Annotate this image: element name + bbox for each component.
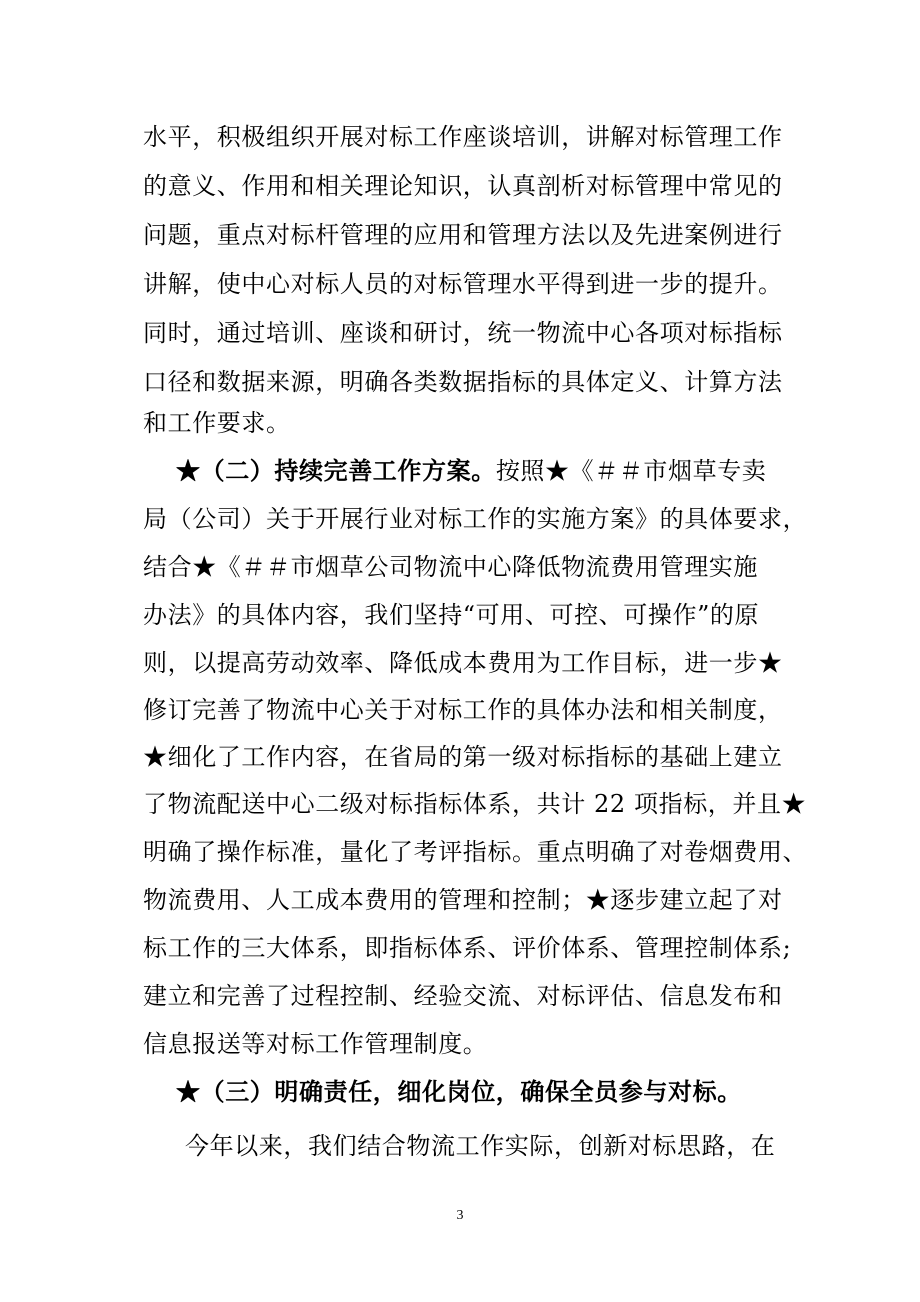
text-line: 建立和完善了过程控制、经验交流、对标评估、信息发布和 bbox=[143, 982, 783, 1010]
text-line: 的意义、作用和相关理论知识，认真剖析对标管理中常见的 bbox=[143, 172, 783, 200]
text-line: 水平，积极组织开展对标工作座谈培训，讲解对标管理工作 bbox=[143, 123, 783, 151]
text-line: 信息报送等对标工作管理制度。 bbox=[143, 1030, 488, 1058]
text-line: 标工作的三大体系，即指标体系、评价体系、管理控制体系; bbox=[143, 934, 792, 962]
page-number: 3 bbox=[456, 1208, 464, 1223]
text-line: 和工作要求。 bbox=[143, 409, 291, 437]
text-line: 修订完善了物流中心关于对标工作的具体办法和相关制度， bbox=[143, 696, 783, 724]
text-run: 按照★《＃＃市烟草专卖 bbox=[495, 457, 767, 485]
text-line: 办法》的具体内容，我们坚持“可用、可控、可操作”的原 bbox=[143, 601, 760, 629]
text-line: 今年以来，我们结合物流工作实际，创新对标思路，在 bbox=[185, 1132, 776, 1160]
section-heading: ★（二）持续完善工作方案。 bbox=[176, 456, 496, 485]
text-line: 问题，重点对标杆管理的应用和管理方法以及先进案例进行 bbox=[143, 221, 783, 249]
text-line: 了物流配送中心二级对标指标体系，共计 22 项指标，并且★ bbox=[143, 790, 807, 818]
text-line: 明确了操作标准，量化了考评指标。重点明确了对卷烟费用、 bbox=[143, 838, 808, 866]
text-line: 口径和数据来源，明确各类数据指标的具体定义、计算方法 bbox=[143, 368, 783, 396]
text-line: 物流费用、人工成本费用的管理和控制；★逐步建立起了对 bbox=[143, 886, 783, 914]
section-heading: ★（三）明确责任，细化岗位，确保全员参与对标。 bbox=[176, 1077, 742, 1106]
text-line: 则，以提高劳动效率、降低成本费用为工作目标，进一步★ bbox=[143, 649, 783, 677]
text-line: 局（公司）关于开展行业对标工作的实施方案》的具体要求， bbox=[143, 505, 808, 533]
text-line: ★细化了工作内容，在省局的第一级对标指标的基础上建立 bbox=[143, 743, 783, 771]
section-heading-line bbox=[176, 455, 816, 487]
text-line: 讲解，使中心对标人员的对标管理水平得到进一步的提升。 bbox=[143, 270, 783, 298]
text-line: 结合★《＃＃市烟草公司物流中心降低物流费用管理实施 bbox=[143, 553, 758, 581]
text-line: 同时，通过培训、座谈和研讨，统一物流中心各项对标指标 bbox=[143, 319, 783, 347]
